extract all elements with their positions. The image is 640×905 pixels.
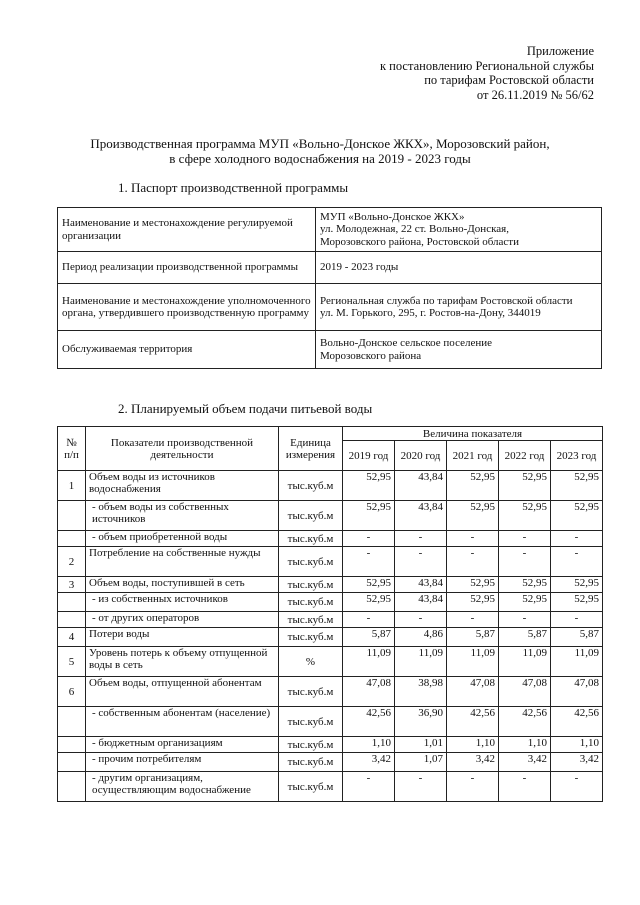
header-number: № п/п	[58, 427, 86, 471]
table-row	[58, 612, 603, 628]
row-value: 4,86	[395, 628, 447, 647]
row-value: 1,01	[395, 737, 447, 753]
row-value: 42,56	[551, 707, 603, 737]
row-number	[58, 531, 86, 547]
row-value: -	[447, 531, 499, 547]
row-indicator: - другим организациям, осуществляющим водоснабжение	[86, 772, 279, 802]
row-unit: тыс.куб.м	[279, 612, 343, 628]
row-indicator: Объем воды, поступившей в сеть	[86, 577, 279, 593]
row-value: 43,84	[395, 593, 447, 612]
passport-row	[58, 252, 602, 284]
row-indicator: - собственным абонентам (население)	[86, 707, 279, 737]
row-value: -	[551, 612, 603, 628]
row-value: 1,10	[343, 737, 395, 753]
passport-key: Наименование и местонахождение регулируемой организации	[58, 208, 316, 252]
row-value: 52,95	[343, 593, 395, 612]
row-value: -	[395, 612, 447, 628]
row-value: 11,09	[395, 647, 447, 677]
section-1-heading: 1. Паспорт производственной программы	[118, 180, 349, 195]
row-value: 52,95	[499, 593, 551, 612]
header-year: 2023 год	[551, 441, 603, 471]
row-value: 42,56	[343, 707, 395, 737]
appendix-header	[380, 44, 594, 102]
table-row	[58, 647, 603, 677]
table-body	[58, 471, 603, 802]
row-value: 52,95	[447, 593, 499, 612]
table-row	[58, 628, 603, 647]
passport-key: Обслуживаемая территория	[58, 331, 316, 369]
row-value: 42,56	[499, 707, 551, 737]
row-value: 52,95	[499, 577, 551, 593]
row-value: 11,09	[499, 647, 551, 677]
row-value: 1,10	[499, 737, 551, 753]
passport-row	[58, 331, 602, 369]
row-unit: тыс.куб.м	[279, 501, 343, 531]
row-unit: тыс.куб.м	[279, 772, 343, 802]
header-value: Величина показателя	[343, 427, 603, 441]
row-number	[58, 753, 86, 772]
row-value: 47,08	[447, 677, 499, 707]
row-value: -	[551, 531, 603, 547]
row-value: -	[343, 772, 395, 802]
row-number: 1	[58, 471, 86, 501]
row-unit: тыс.куб.м	[279, 677, 343, 707]
row-indicator: - из собственных источников	[86, 593, 279, 612]
passport-value	[316, 284, 602, 331]
passport-key: Наименование и местонахождение уполномоченного органа, утвердившего производственную программу	[58, 284, 316, 331]
row-number: 6	[58, 677, 86, 707]
header-year: 2019 год	[343, 441, 395, 471]
row-indicator: Потери воды	[86, 628, 279, 647]
row-value: 5,87	[551, 628, 603, 647]
passport-value-line: Морозовского района, Ростовской области	[320, 235, 519, 248]
row-value: 3,42	[343, 753, 395, 772]
row-value: 1,07	[395, 753, 447, 772]
table-row	[58, 707, 603, 737]
row-value: 42,56	[447, 707, 499, 737]
passport-value	[316, 208, 602, 252]
appendix-line-2: к постановлению Региональной службы	[379, 58, 594, 73]
row-value: 5,87	[343, 628, 395, 647]
section-2-heading: 2. Планируемый объем подачи питьевой воды	[118, 401, 373, 416]
appendix-line-4: от 26.11.2019 № 56/62	[476, 87, 594, 102]
passport-key: Период реализации производственной программы	[58, 252, 316, 284]
row-value: -	[499, 612, 551, 628]
row-indicator: Уровень потерь к объему отпущенной воды в сеть	[86, 647, 279, 677]
passport-value	[316, 331, 602, 369]
row-value: -	[343, 531, 395, 547]
row-value: 52,95	[499, 501, 551, 531]
row-unit: тыс.куб.м	[279, 628, 343, 647]
table-row	[58, 593, 603, 612]
row-indicator: - бюджетным организациям	[86, 737, 279, 753]
row-indicator: Объем воды из источников водоснабжения	[86, 471, 279, 501]
passport-row	[58, 284, 602, 331]
row-unit: тыс.куб.м	[279, 753, 343, 772]
row-number	[58, 707, 86, 737]
row-value: 3,42	[499, 753, 551, 772]
row-number: 3	[58, 577, 86, 593]
row-value: 43,84	[395, 471, 447, 501]
row-unit: тыс.куб.м	[279, 471, 343, 501]
table-row	[58, 547, 603, 577]
table-row	[58, 471, 603, 501]
table-row	[58, 753, 603, 772]
row-indicator: - объем воды из собственных источников	[86, 501, 279, 531]
header-year: 2020 год	[395, 441, 447, 471]
row-unit: тыс.куб.м	[279, 547, 343, 577]
table-header-row	[58, 427, 603, 441]
row-value: 47,08	[551, 677, 603, 707]
passport-table	[57, 207, 602, 369]
row-number	[58, 593, 86, 612]
row-value: -	[447, 547, 499, 577]
passport-value-line: Вольно-Донское сельское поселение	[320, 337, 492, 349]
row-value: -	[447, 772, 499, 802]
header-indicator: Показатели производственной деятельности	[86, 427, 279, 471]
row-value: -	[499, 772, 551, 802]
row-number	[58, 737, 86, 753]
row-indicator: Объем воды, отпущенной абонентам	[86, 677, 279, 707]
row-value: 47,08	[343, 677, 395, 707]
passport-value-line: ул. М. Горького, 295, г. Ростов-на-Дону, 344019	[320, 307, 541, 319]
row-value: -	[395, 772, 447, 802]
row-number	[58, 612, 86, 628]
row-unit: тыс.куб.м	[279, 531, 343, 547]
row-unit: тыс.куб.м	[279, 707, 343, 737]
row-value: 1,10	[447, 737, 499, 753]
row-value: 1,10	[551, 737, 603, 753]
row-indicator: - от других операторов	[86, 612, 279, 628]
row-value: 11,09	[551, 647, 603, 677]
table-row	[58, 531, 603, 547]
appendix-line-3: по тарифам Ростовской области	[424, 73, 594, 87]
row-indicator: - объем приобретенной воды	[86, 531, 279, 547]
row-value: -	[551, 547, 603, 577]
passport-value-line: ул. Молодежная, 22 ст. Вольно-Донская,	[320, 223, 509, 236]
row-number	[58, 772, 86, 802]
row-value: 52,95	[343, 501, 395, 531]
passport-value-line: Региональная служба по тарифам Ростовской области	[320, 294, 573, 307]
row-value: -	[343, 612, 395, 628]
row-unit: тыс.куб.м	[279, 737, 343, 753]
row-value: 52,95	[551, 593, 603, 612]
table-row	[58, 737, 603, 753]
row-unit: тыс.куб.м	[279, 593, 343, 612]
passport-value	[316, 252, 602, 284]
appendix-line-1: Приложение	[526, 44, 594, 58]
row-unit: %	[279, 647, 343, 677]
row-number	[58, 501, 86, 531]
row-indicator: Потребление на собственные нужды	[86, 547, 279, 577]
header-year: 2021 год	[447, 441, 499, 471]
row-indicator: - прочим потребителям	[86, 753, 279, 772]
row-number: 4	[58, 628, 86, 647]
row-value: -	[499, 547, 551, 577]
table-row	[58, 577, 603, 593]
row-value: 38,98	[395, 677, 447, 707]
row-value: 52,95	[551, 471, 603, 501]
row-number: 2	[58, 547, 86, 577]
row-value: 52,95	[551, 577, 603, 593]
row-value: 52,95	[447, 577, 499, 593]
row-value: -	[395, 547, 447, 577]
row-value: 47,08	[499, 677, 551, 707]
title-line-2: в сфере холодного водоснабжения на 2019 - 2023 годы	[169, 151, 471, 166]
water-volume-table	[57, 426, 603, 802]
row-value: 52,95	[447, 501, 499, 531]
row-value: 52,95	[447, 471, 499, 501]
row-value: 11,09	[447, 647, 499, 677]
row-number: 5	[58, 647, 86, 677]
row-value: -	[499, 531, 551, 547]
row-value: 43,84	[395, 501, 447, 531]
row-value: 5,87	[499, 628, 551, 647]
row-value: 36,90	[395, 707, 447, 737]
row-value: -	[447, 612, 499, 628]
row-value: 5,87	[447, 628, 499, 647]
title-line-1: Производственная программа МУП «Вольно-Донское ЖКХ», Морозовский район,	[90, 136, 550, 151]
header-year: 2022 год	[499, 441, 551, 471]
row-value: 3,42	[551, 753, 603, 772]
row-value: -	[343, 547, 395, 577]
row-value: -	[551, 772, 603, 802]
document-title	[0, 136, 640, 166]
header-unit: Единица измерения	[279, 427, 343, 471]
row-value: 3,42	[447, 753, 499, 772]
table-row	[58, 501, 603, 531]
row-value: 11,09	[343, 647, 395, 677]
row-value: 52,95	[343, 577, 395, 593]
row-unit: тыс.куб.м	[279, 577, 343, 593]
table-row	[58, 677, 603, 707]
row-value: 43,84	[395, 577, 447, 593]
passport-value-line: Морозовского района	[320, 349, 422, 362]
row-value: 52,95	[499, 471, 551, 501]
row-value: -	[395, 531, 447, 547]
passport-row	[58, 208, 602, 252]
table-row	[58, 772, 603, 802]
row-value: 52,95	[551, 501, 603, 531]
passport-value-line: 2019 - 2023 годы	[320, 261, 399, 274]
passport-value-line: МУП «Вольно-Донское ЖКХ»	[320, 210, 465, 223]
row-value: 52,95	[343, 471, 395, 501]
